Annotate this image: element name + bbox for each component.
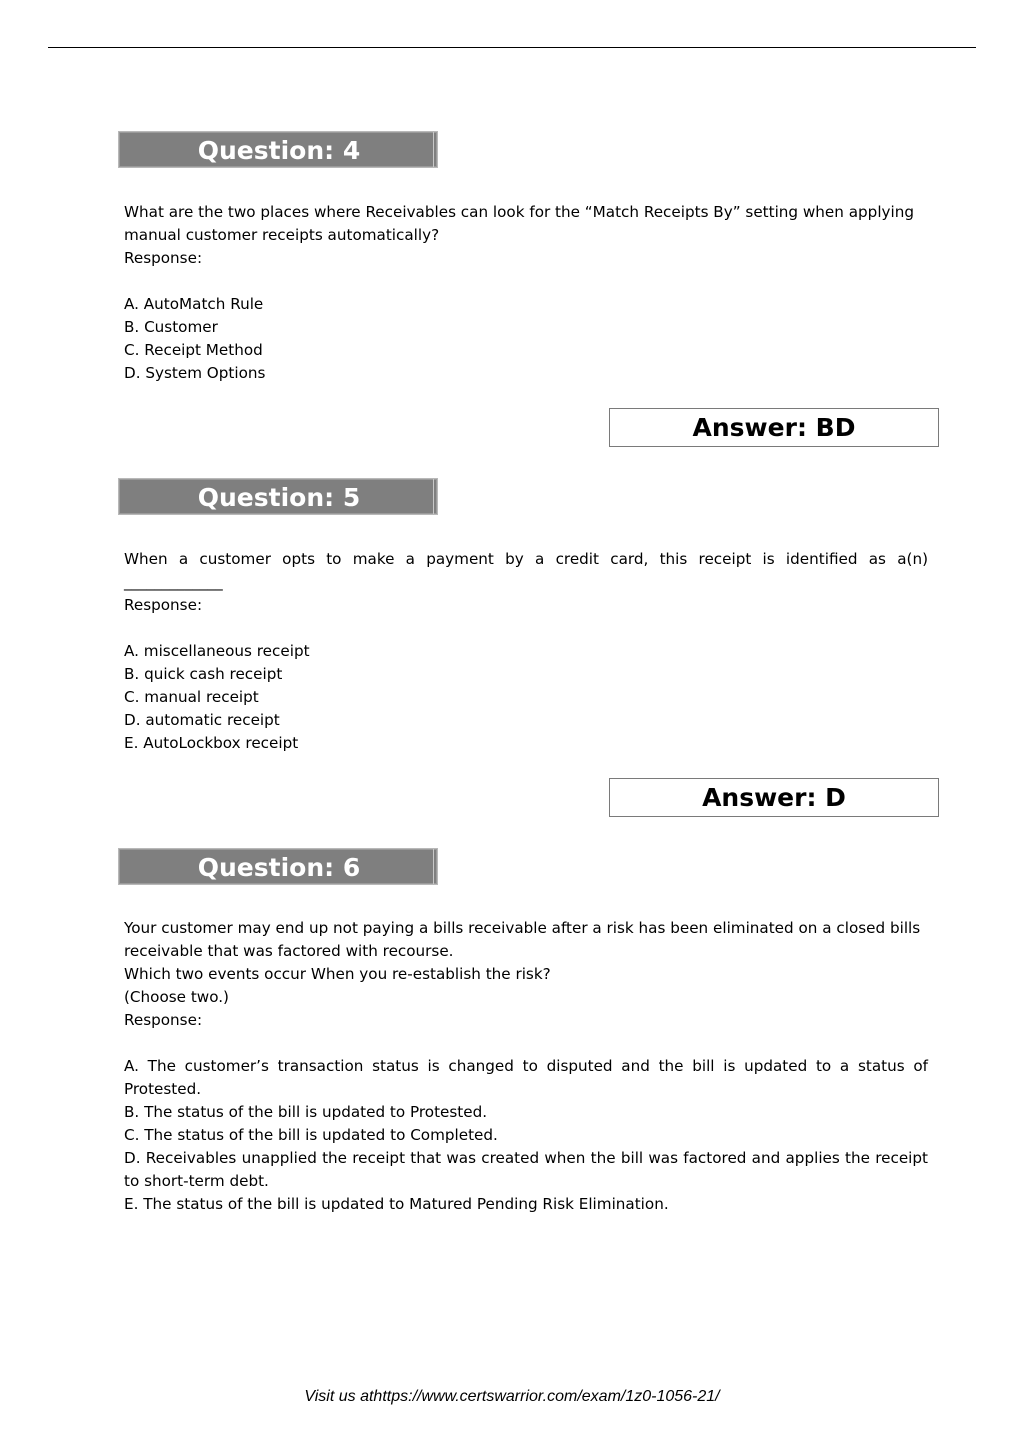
question-4-stem: What are the two places where Receivables can look for the “Match Receipts By” setting when applying manual customer receipts automatically? bbox=[124, 203, 915, 244]
question-6-option-a: A. The customer’s transaction status is changed to disputed and the bill is updated to a status of Protested. bbox=[124, 1057, 928, 1098]
question-4-answer-box bbox=[609, 408, 939, 447]
question-4-option-d: D. System Options bbox=[124, 364, 266, 382]
question-5-stem-blank: _____________ bbox=[124, 573, 223, 591]
question-6-option-d: D. Receivables unapplied the receipt that was created when the bill was factored and applies the receipt to short-term debt. bbox=[124, 1149, 928, 1190]
question-4-banner bbox=[118, 131, 438, 168]
question-6-body bbox=[124, 917, 928, 1216]
question-4-response-label: Response: bbox=[124, 249, 203, 267]
question-6-option-e: E. The status of the bill is updated to Matured Pending Risk Elimination. bbox=[124, 1195, 669, 1213]
question-6-stem-line-1: Your customer may end up not paying a bills receivable after a risk has been eliminated on a closed bills receivable that was factored with recourse. bbox=[124, 919, 921, 960]
question-4-option-b: B. Customer bbox=[124, 318, 218, 336]
question-5-option-b: B. quick cash receipt bbox=[124, 665, 283, 683]
question-6-banner bbox=[118, 848, 438, 885]
question-6-stem-line-3: (Choose two.) bbox=[124, 988, 229, 1006]
footer-visit-link[interactable]: Visit us athttps://www.certswarrior.com/exam/1z0-1056-21/ bbox=[304, 1388, 720, 1405]
question-4-title: Question: 4 bbox=[197, 136, 361, 165]
question-6-response-label: Response: bbox=[124, 1011, 203, 1029]
question-5-response-label: Response: bbox=[124, 596, 203, 614]
question-5-stem: When a customer opts to make a payment by a credit card, this receipt is identified as a(n) bbox=[124, 550, 928, 568]
question-5-title: Question: 5 bbox=[197, 483, 361, 512]
question-5-option-d: D. automatic receipt bbox=[124, 711, 280, 729]
question-5-body bbox=[124, 548, 928, 755]
question-4-body bbox=[124, 201, 928, 385]
header-rule bbox=[48, 47, 976, 48]
question-5-option-c: C. manual receipt bbox=[124, 688, 259, 706]
question-5-answer: Answer: D bbox=[702, 783, 846, 812]
question-4-answer: Answer: BD bbox=[692, 413, 856, 442]
question-6-option-c: C. The status of the bill is updated to Completed. bbox=[124, 1126, 498, 1144]
question-4-option-c: C. Receipt Method bbox=[124, 341, 263, 359]
question-6-option-b: B. The status of the bill is updated to Protested. bbox=[124, 1103, 488, 1121]
question-5-option-e: E. AutoLockbox receipt bbox=[124, 734, 299, 752]
question-5-option-a: A. miscellaneous receipt bbox=[124, 642, 310, 660]
question-5-banner bbox=[118, 478, 438, 515]
question-6-stem-line-2: Which two events occur When you re-establish the risk? bbox=[124, 965, 551, 983]
question-6-title: Question: 6 bbox=[197, 853, 361, 882]
question-5-answer-box bbox=[609, 778, 939, 817]
question-4-option-a: A. AutoMatch Rule bbox=[124, 295, 264, 313]
